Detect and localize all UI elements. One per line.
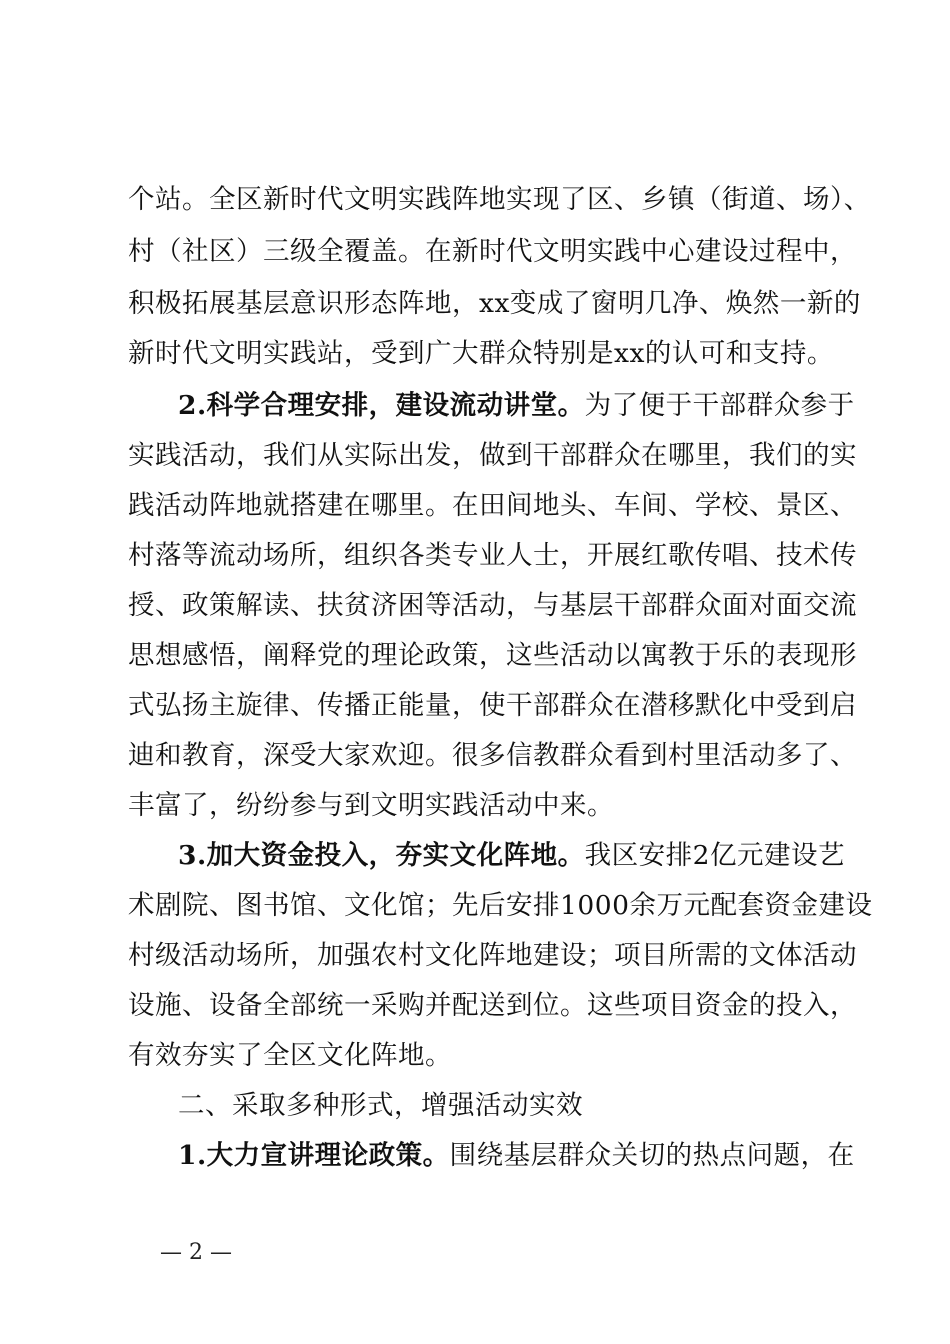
text-line: 迪和教育，深受大家欢迎。很多信教群众看到村里活动多了、 bbox=[128, 740, 857, 771]
section-heading-line bbox=[178, 836, 846, 876]
paragraph-text: 围绕基层群众关切的热点问题，在 bbox=[449, 1140, 855, 1171]
section-heading-line bbox=[178, 386, 855, 426]
page-number: — 2 — bbox=[160, 1240, 232, 1265]
subsection-heading: 2.科学合理安排，建设流动讲堂。 bbox=[178, 390, 585, 421]
text-line: 设施、设备全部统一采购并配送到位。这些项目资金的投入， bbox=[128, 990, 857, 1021]
subsection-heading: 1.大力宣讲理论政策。 bbox=[178, 1140, 450, 1171]
text-line: 丰富了，纷纷参与到文明实践活动中来。 bbox=[128, 790, 614, 821]
text-line: 村落等流动场所，组织各类专业人士，开展红歌传唱、技术传 bbox=[128, 540, 857, 571]
text-line: 有效夯实了全区文化阵地。 bbox=[128, 1040, 452, 1071]
text-line: 授、政策解读、扶贫济困等活动，与基层干部群众面对面交流 bbox=[128, 590, 857, 621]
paragraph-text: 我区安排2亿元建设艺 bbox=[584, 840, 846, 871]
text-line: 实践活动，我们从实际出发，做到干部群众在哪里，我们的实 bbox=[128, 440, 857, 471]
text-line: 式弘扬主旋律、传播正能量，使干部群众在潜移默化中受到启 bbox=[128, 690, 857, 721]
paragraph-text: 为了便于干部群众参于 bbox=[584, 390, 855, 421]
subsection-heading: 3.加大资金投入，夯实文化阵地。 bbox=[178, 840, 585, 871]
text-line: 村（社区）三级全覆盖。在新时代文明实践中心建设过程中， bbox=[128, 236, 857, 267]
text-line: 村级活动场所，加强农村文化阵地建设；项目所需的文体活动 bbox=[128, 940, 857, 971]
text-line: 思想感悟，阐释党的理论政策，这些活动以寓教于乐的表现形 bbox=[128, 640, 857, 671]
text-line: 新时代文明实践站，受到广大群众特别是xx的认可和支持。 bbox=[128, 338, 834, 369]
text-line: 践活动阵地就搭建在哪里。在田间地头、车间、学校、景区、 bbox=[128, 490, 857, 521]
section-title: 二、采取多种形式，增强活动实效 bbox=[178, 1090, 583, 1121]
text-line: 积极拓展基层意识形态阵地，xx变成了窗明几净、焕然一新的 bbox=[128, 288, 861, 319]
text-line: 术剧院、图书馆、文化馆；先后安排1000余万元配套资金建设 bbox=[128, 890, 873, 921]
text-line: 个站。全区新时代文明实践阵地实现了区、乡镇（街道、场）、 bbox=[128, 184, 871, 215]
section-heading-line bbox=[178, 1136, 855, 1176]
